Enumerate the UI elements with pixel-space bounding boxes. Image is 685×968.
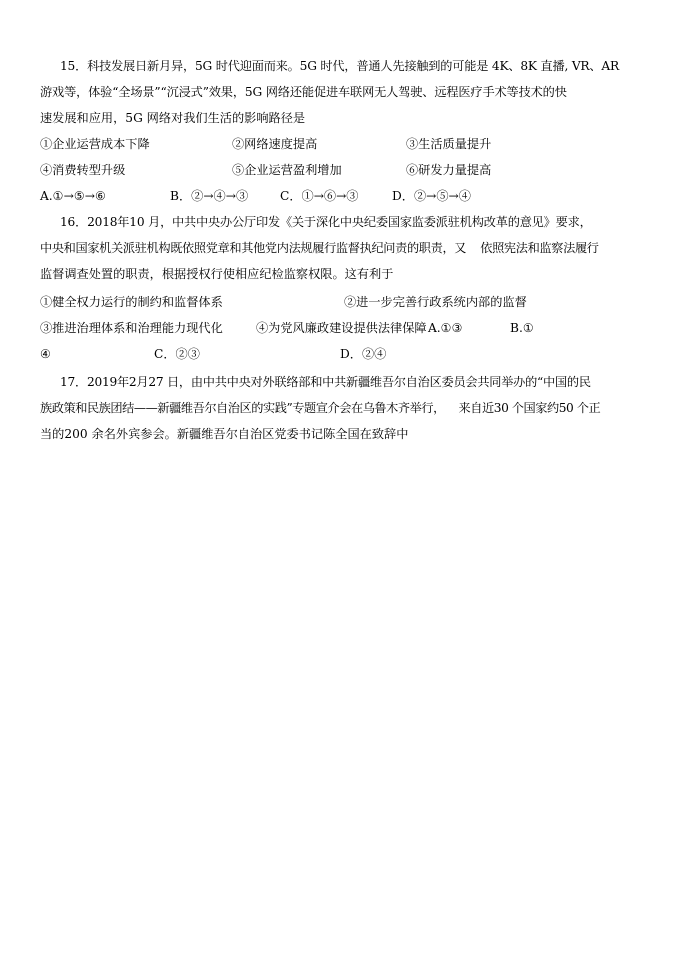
q15-option-2: ②网络速度提高 [232, 137, 318, 151]
q15-text-line-1: 15．科技发展日新月异，5G 时代迎面而来。5G 时代，普通人先接触到的可能是 4K、8K 直播, VR、AR [60, 59, 619, 73]
q15-option-5: ⑤企业运营盈利增加 [232, 163, 342, 177]
q15-answer-b: B．②→④→③ [170, 189, 249, 203]
q16-option-3: ③推进治理体系和治理能力现代化 [40, 321, 223, 335]
q17-text-line-3: 当的200 余名外宾参会。新疆维吾尔自治区党委书记陈全国在致辞中 [40, 427, 409, 441]
q16-answer-c: C．②③ [154, 347, 200, 361]
q16-answer-a: A.①③ [428, 321, 463, 335]
q15-option-3: ③生活质量提升 [406, 137, 492, 151]
q15-option-4: ④消费转型升级 [40, 163, 126, 177]
q15-answer-a: A.①→⑤→⑥ [40, 189, 106, 203]
q16-option-2: ②进一步完善行政系统内部的监督 [344, 295, 527, 309]
q17-text-line-2: 族政策和民族团结——新疆维吾尔自治区的实践”专题宣介会在乌鲁木齐举行， 来自近30 个国家约50 个正 [40, 401, 601, 415]
q15-option-6: ⑥研发力量提高 [406, 163, 492, 177]
q15-option-1: ①企业运营成本下降 [40, 137, 150, 151]
q16-answer-d: D．②④ [340, 347, 387, 361]
q15-answer-d: D．②→⑤→④ [392, 189, 471, 203]
q16-text-line-2: 中央和国家机关派驻机构既依照党章和其他党内法规履行监督执纪问责的职责，又 依照宪法和监察法履行 [40, 241, 599, 255]
q16-text-line-1: 16．2018年10 月，中共中央办公厅印发《关于深化中央纪委国家监委派驻机构改革的意见》要求， [60, 215, 592, 229]
q16-answer-b: B.① [510, 321, 534, 335]
q16-answer-b-continued: ④ [40, 347, 51, 361]
q15-answer-c: C．①→⑥→③ [280, 189, 359, 203]
q16-option-4: ④为党风廉政建设提供法律保障 [256, 321, 427, 335]
q16-option-1: ①健全权力运行的制约和监督体系 [40, 295, 223, 309]
q17-text-line-1: 17．2019年2月27 日，由中共中央对外联络部和中共新疆维吾尔自治区委员会共同举办的“中国的民 [60, 375, 591, 389]
q16-text-line-3: 监督调查处置的职责，根据授权行使相应纪检监察权限。这有利于 [40, 267, 394, 281]
q15-text-line-2: 游戏等，体验“全场景”“沉浸式”效果，5G 网络还能促进车联网无人驾驶、远程医疗手术等技术的快 [40, 85, 567, 99]
q15-text-line-3: 速发展和应用，5G 网络对我们生活的影响路径是 [40, 111, 306, 125]
